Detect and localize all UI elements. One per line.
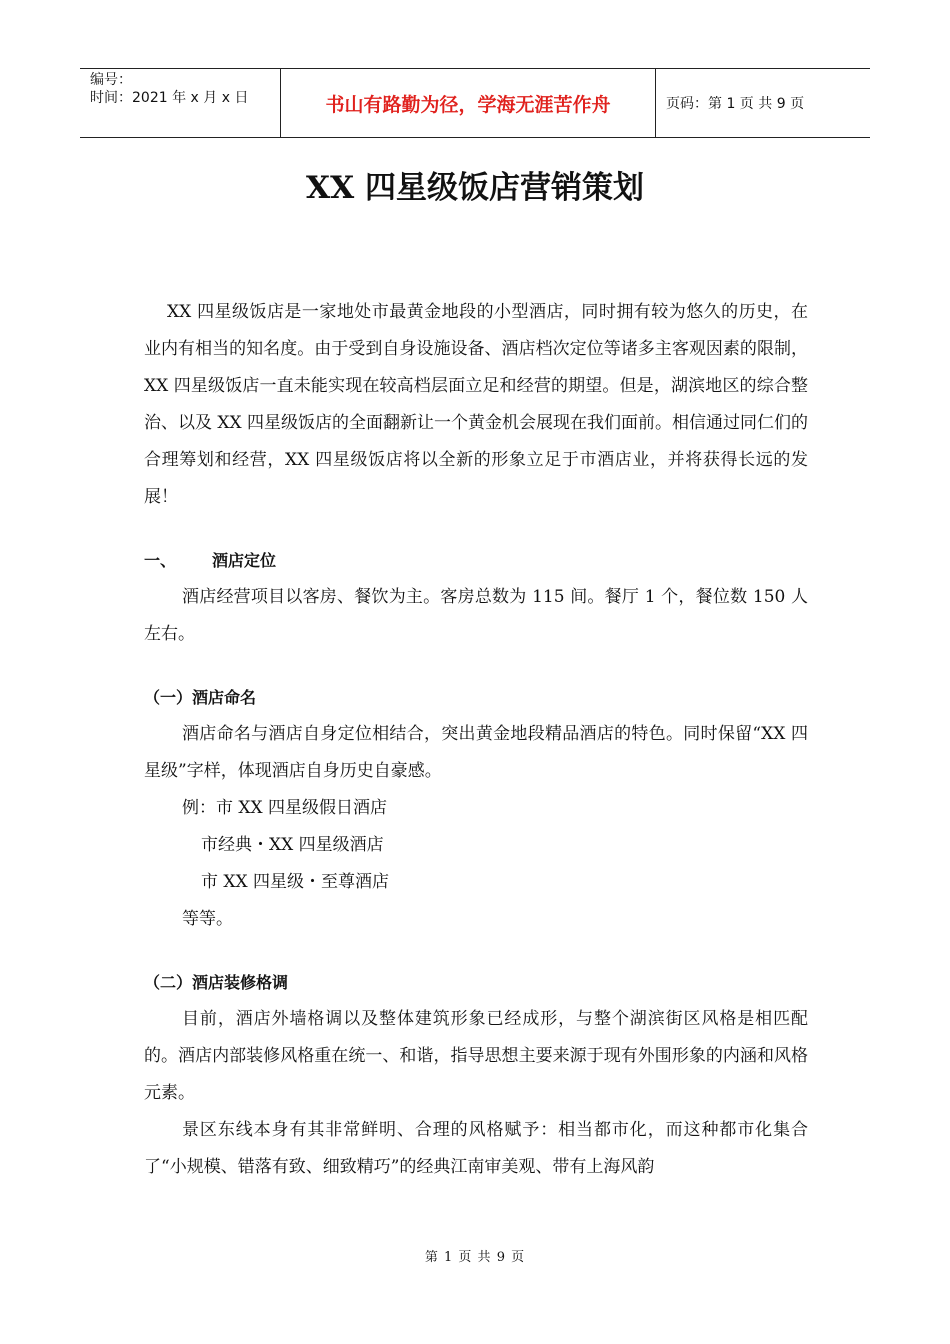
- page-footer: 第 1 页 共 9 页: [424, 1250, 526, 1265]
- subsection-heading-decoration: （二）酒店装修格调: [144, 973, 289, 992]
- intro-paragraph: XX 四星级饭店是一家地处市最黄金地段的小型酒店，同时拥有较为悠久的历史，在业内有相当的知名度。由于受到自身设施设备、酒店档次定位等诸多主客观因素的限制，XX 四星级饭店一直未能实现在较高档层面立足和经营的期望。但是，湖滨地区的综合整治、以及 XX 四星级饭店的全面翻新让一个黄金机会展现在我们面前。相信通过同仁们的合理筹划和经营，XX 四星级饭店将以全新的形象立足于市酒店业，并将获得长远的发展！: [144, 302, 809, 507]
- header-meta: [80, 69, 280, 137]
- example-item: 例：市 XX 四星级假日酒店: [182, 798, 388, 818]
- example-item: 市经典・XX 四星级酒店: [201, 835, 384, 855]
- document-date: 时间：2021 年 x 月 x 日: [90, 90, 249, 106]
- header-page-info: 页码：第 1 页 共 9 页: [666, 96, 805, 112]
- document-body: [144, 294, 808, 1186]
- section-number: 一、: [144, 551, 177, 570]
- document-number-label: 编号：: [90, 72, 132, 88]
- header-motto: 书山有路勤为径，学海无涯苦作舟: [280, 69, 656, 137]
- example-etc: 等等。: [182, 909, 233, 929]
- subsection-paragraph: 酒店命名与酒店自身定位相结合，突出黄金地段精品酒店的特色。同时保留“XX 四星级”字样，体现酒店自身历史自豪感。: [144, 724, 808, 781]
- section-paragraph: 酒店经营项目以客房、餐饮为主。客房总数为 115 间。餐厅 1 个，餐位数 150 人左右。: [144, 587, 808, 644]
- document-title: XX 四星级饭店营销策划: [306, 170, 644, 206]
- subsection-heading-naming: （一）酒店命名: [144, 688, 257, 707]
- section-heading-positioning: [144, 542, 808, 579]
- section-heading-text: 酒店定位: [212, 551, 277, 570]
- subsection-paragraph: 目前，酒店外墙格调以及整体建筑形象已经成形，与整个湖滨街区风格是相匹配的。酒店内部装修风格重在统一、和谐，指导思想主要来源于现有外围形象的内涵和风格元素。: [144, 1009, 808, 1103]
- example-item: 市 XX 四星级・至尊酒店: [201, 872, 390, 892]
- page-header: [80, 68, 870, 138]
- subsection-paragraph: 景区东线本身有其非常鲜明、合理的风格赋予：相当都市化，而这种都市化集合了“小规模、错落有致、细致精巧”的经典江南审美观、带有上海风韵: [144, 1120, 808, 1177]
